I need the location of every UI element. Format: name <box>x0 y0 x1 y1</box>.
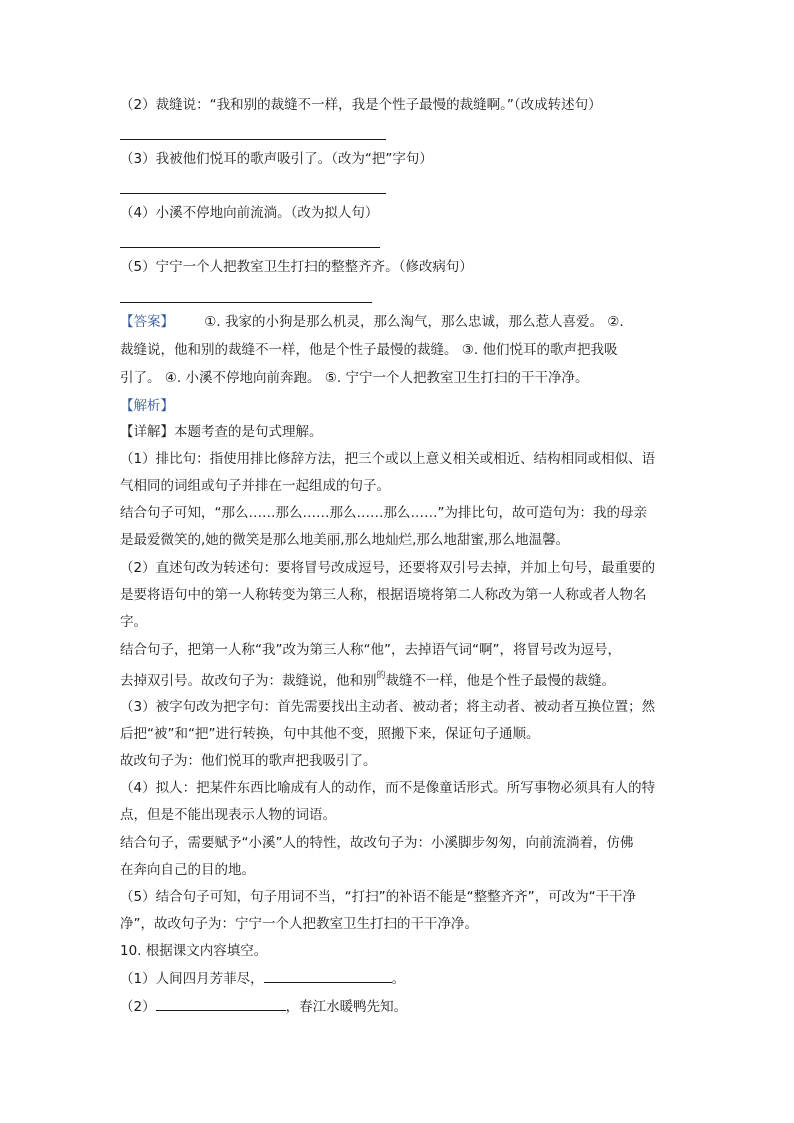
analysis-line: 是最爱微笑的,她的微笑是那么地美丽,那么地灿烂,那么地甜蜜,那么地温馨。 <box>120 532 570 548</box>
analysis-line: 在奔向自己的目的地。 <box>120 862 255 878</box>
answer-blank-3[interactable] <box>120 193 386 194</box>
superscript-mark: 的 <box>376 671 386 681</box>
question-5: （5）宁宁一个人把教室卫生打扫的整整齐齐。（修改病句） <box>120 259 473 275</box>
question-2: （2）裁缝说：“我和别的裁缝不一样，我是个性子最慢的裁缝啊。”（改成转述句） <box>120 97 602 113</box>
analysis-text: 去掉双引号。故改句子为：裁缝说，他和别 <box>120 673 377 689</box>
analysis-line: 点，但是不能出现表示人物的词语。 <box>120 807 336 823</box>
item-2-text: （2） <box>120 999 156 1015</box>
question-3: （3）我被他们悦耳的歌声吸引了。（改为“把”字句） <box>120 151 433 167</box>
analysis-line: （4）拟人：把某件东西比喻成有人的动作，而不是像童话形式。所写事物必须具有人的特 <box>120 780 656 796</box>
analysis-line: 故改句子为：他们悦耳的歌声把我吸引了。 <box>120 753 377 769</box>
answer-line-3: 引了。 ④. 小溪不停地向前奔跑。 ⑤. 宁宁一个人把教室卫生打扫的干干净净。 <box>120 370 589 386</box>
answer-line-1 <box>120 312 680 332</box>
analysis-line: （1）排比句：指使用排比修辞方法，把三个或以上意义相关或相近、结构相同或相似、语 <box>120 451 656 467</box>
analysis-text: 裁缝不一样，他是个性子最慢的裁缝。 <box>385 673 616 689</box>
analysis-line: 气相同的词组或句子并排在一起组成的句子。 <box>120 478 390 494</box>
answer-line-2: 裁缝说，他和别的裁缝不一样，他是个性子最慢的裁缝。 ③. 他们悦耳的歌声把我吸 <box>120 342 618 358</box>
answer-blank-5[interactable] <box>120 302 372 303</box>
fill-blank-1[interactable] <box>264 968 392 983</box>
analysis-line: 【详解】本题考查的是句式理解。 <box>120 424 323 440</box>
question-10-item-1 <box>120 968 680 989</box>
answer-blank-2[interactable] <box>120 139 386 140</box>
analysis-line: 字。 <box>120 614 147 630</box>
analysis-line: 后把“被”和“把”进行转换，句中其他不变，照搬下来，保证句子通顺。 <box>120 726 540 742</box>
analysis-line: 结合句子，需要赋予“小溪”人的特性，故改句子为：小溪脚步匆匆，向前流淌着，仿佛 <box>120 835 634 851</box>
item-1-end: 。 <box>391 971 406 987</box>
answer-text-1: ①. 我家的小狗是那么机灵，那么淘气，那么忠诚，那么惹人喜爱。 ②. <box>204 314 624 330</box>
fill-blank-2[interactable] <box>156 996 286 1011</box>
answer-blank-4[interactable] <box>120 247 380 248</box>
analysis-tag: 【解析】 <box>120 398 174 414</box>
analysis-line: 结合句子，把第一人称“我”改为第三人称“他”，去掉语气词“啊”，将冒号改为逗号， <box>120 642 621 658</box>
item-2-end: ，春江水暖鸭先知。 <box>285 999 408 1015</box>
item-1-text: （1）人间四月芳菲尽， <box>120 971 264 987</box>
analysis-line: 净”，故改句子为：宁宁一个人把教室卫生打扫的干干净净。 <box>120 916 478 932</box>
question-4: （4）小溪不停地向前流淌。（改为拟人句） <box>120 205 379 221</box>
question-10-title: 10. 根据课文内容填空。 <box>120 943 268 959</box>
analysis-line: （2）直述句改为转述句：要将冒号改成逗号，还要将双引号去掉，并加上句号，最重要的 <box>120 560 656 576</box>
analysis-line: 结合句子可知，“那么……那么……那么……那么……”为排比句，故可造句为：我的母亲 <box>120 505 647 521</box>
answer-tag: 【答案】 <box>120 314 174 330</box>
analysis-line: （5）结合句子可知，句子用词不当，“打扫”的补语不能是“整整齐齐”，可改为“干干净 <box>120 889 637 905</box>
analysis-line: （3）被字句改为把字句：首先需要找出主动者、被动者；将主动者、被动者互换位置；然 <box>120 699 656 715</box>
question-10-item-2 <box>120 996 680 1017</box>
analysis-line-with-superscript <box>120 671 680 693</box>
analysis-line: 是要将语句中的第一人称转变为第三人称，根据语境将第二人称改为第一人称或者人物名 <box>120 587 647 603</box>
